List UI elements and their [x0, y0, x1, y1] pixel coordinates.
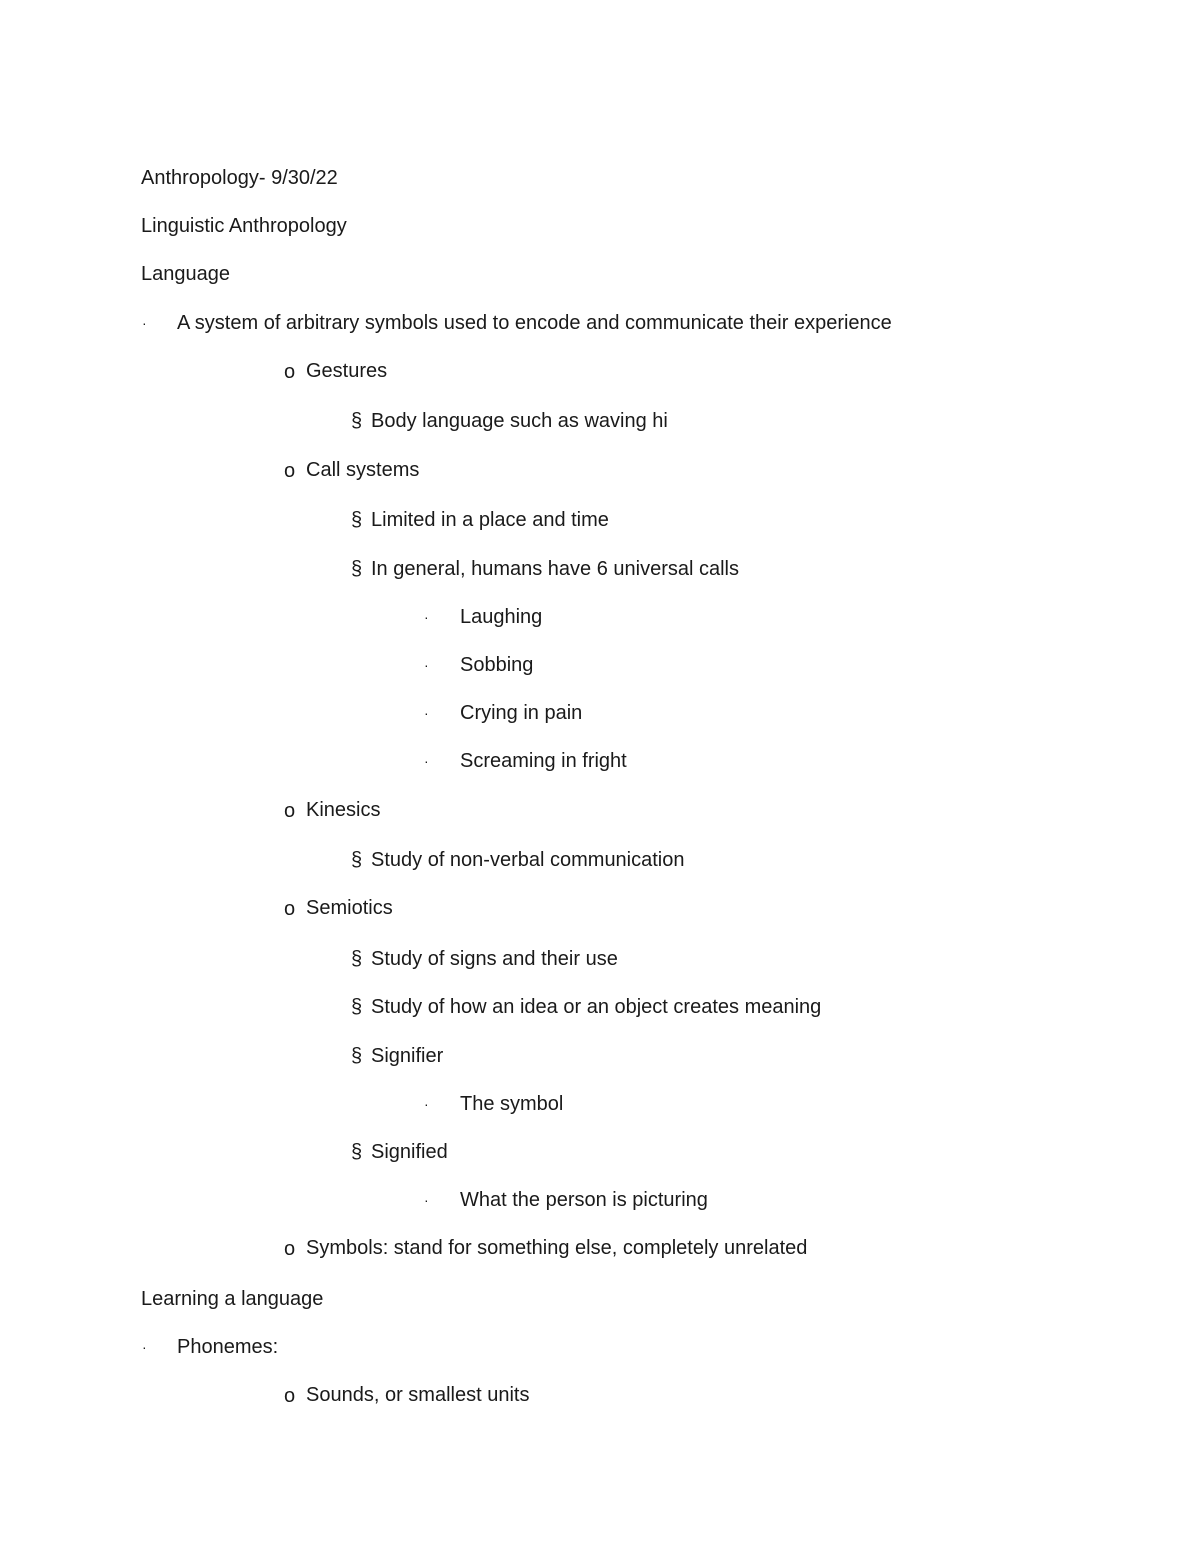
bullet-dot-icon: ·: [424, 705, 429, 721]
bullet-section-icon: §: [351, 996, 363, 1018]
bullet-dot-icon: ·: [424, 609, 429, 625]
subsection-heading: Learning a language: [141, 1288, 324, 1310]
bullet-section-icon: §: [351, 509, 363, 531]
list-item: In general, humans have 6 universal calls: [371, 558, 739, 580]
subsection-heading: Language: [141, 263, 230, 285]
list-item: Signified: [371, 1141, 448, 1163]
bullet-dot-icon: ·: [142, 315, 147, 331]
bullet-dot-icon: ·: [142, 1339, 147, 1355]
list-item: Sounds, or smallest units: [306, 1384, 530, 1406]
list-item: Symbols: stand for something else, completely unrelated: [306, 1237, 808, 1259]
list-item: Gestures: [306, 360, 388, 382]
bullet-circle-icon: o: [284, 1238, 296, 1260]
bullet-section-icon: §: [351, 558, 363, 580]
list-item: Semiotics: [306, 897, 393, 919]
section-heading: Linguistic Anthropology: [141, 215, 347, 237]
list-item: The symbol: [460, 1093, 564, 1115]
list-item: What the person is picturing: [460, 1189, 708, 1211]
list-item: Limited in a place and time: [371, 509, 609, 531]
list-item: Phonemes:: [177, 1336, 279, 1358]
list-item: A system of arbitrary symbols used to encode and communicate their experience: [177, 312, 892, 334]
list-item: Screaming in fright: [460, 750, 627, 772]
list-item: Study of how an idea or an object creates meaning: [371, 996, 822, 1018]
bullet-dot-icon: ·: [424, 1096, 429, 1112]
bullet-dot-icon: ·: [424, 753, 429, 769]
list-item: Body language such as waving hi: [371, 410, 668, 432]
bullet-section-icon: §: [351, 948, 363, 970]
bullet-section-icon: §: [351, 410, 363, 432]
list-item: Sobbing: [460, 654, 534, 676]
list-item: Study of non-verbal communication: [371, 849, 685, 871]
list-item: Kinesics: [306, 799, 381, 821]
bullet-circle-icon: o: [284, 898, 296, 920]
bullet-dot-icon: ·: [424, 657, 429, 673]
document-title: Anthropology- 9/30/22: [141, 167, 338, 189]
list-item: Study of signs and their use: [371, 948, 618, 970]
list-item: Laughing: [460, 606, 543, 628]
list-item: Call systems: [306, 459, 420, 481]
bullet-section-icon: §: [351, 1045, 363, 1067]
bullet-circle-icon: o: [284, 460, 296, 482]
bullet-circle-icon: o: [284, 361, 296, 383]
bullet-circle-icon: o: [284, 800, 296, 822]
bullet-section-icon: §: [351, 849, 363, 871]
bullet-dot-icon: ·: [424, 1192, 429, 1208]
bullet-section-icon: §: [351, 1141, 363, 1163]
list-item: Crying in pain: [460, 702, 583, 724]
list-item: Signifier: [371, 1045, 444, 1067]
bullet-circle-icon: o: [284, 1385, 296, 1407]
